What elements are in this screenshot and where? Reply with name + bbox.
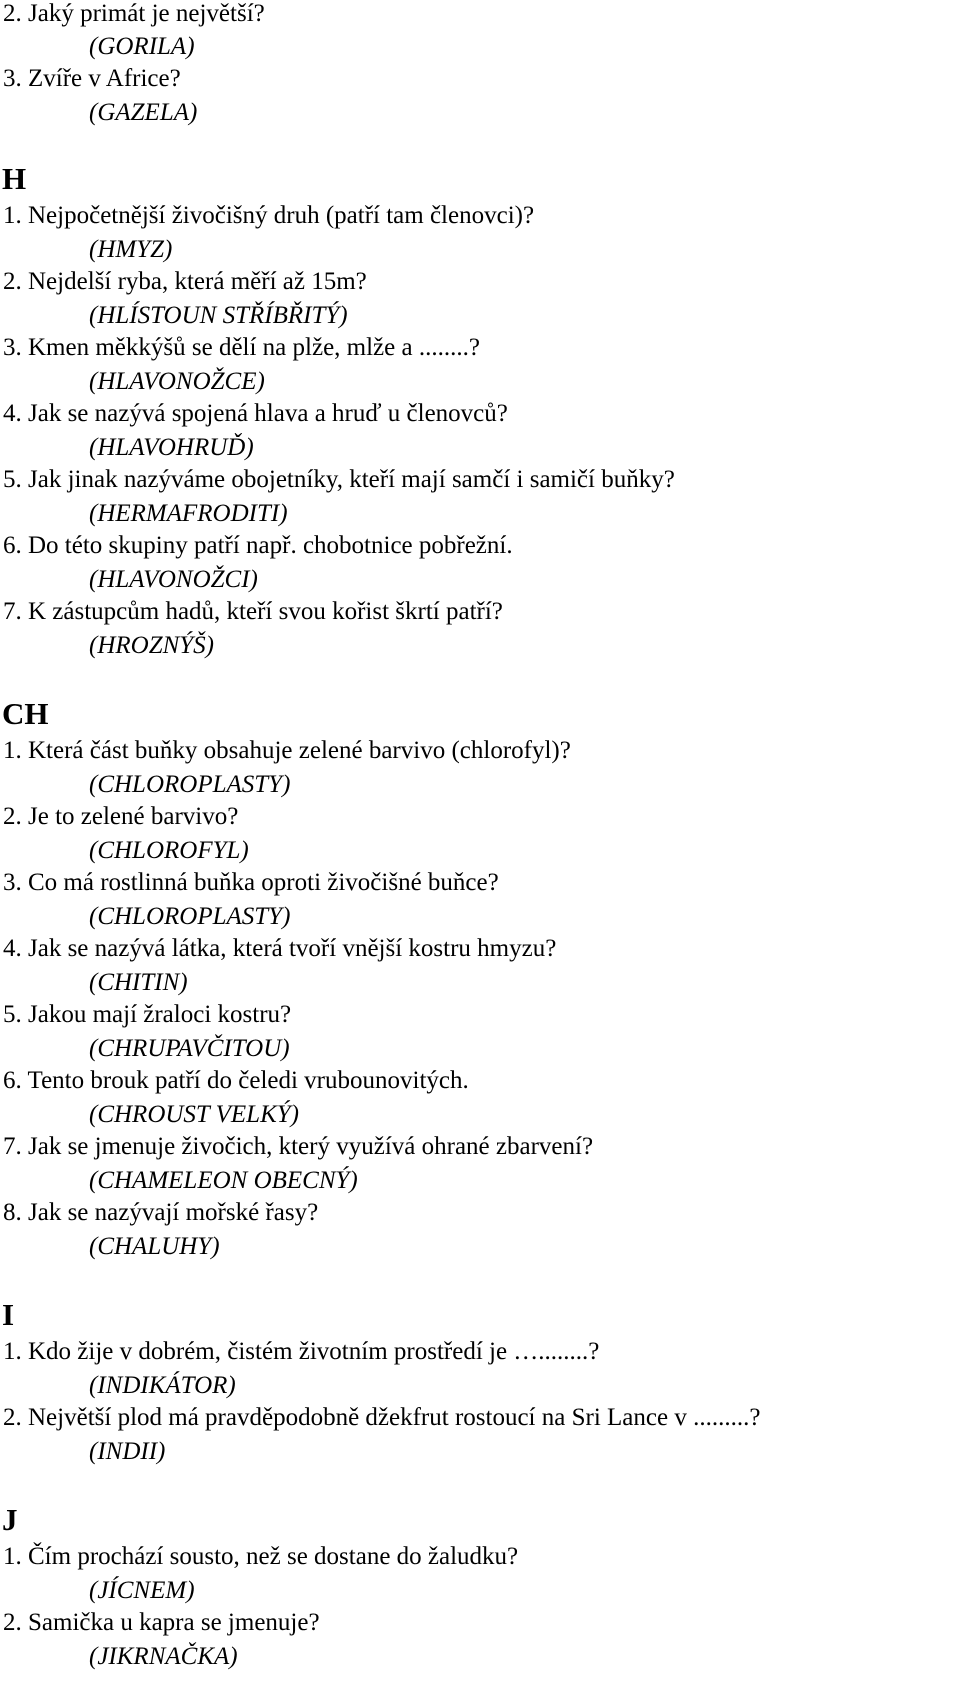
question-text: 8. Jak se nazývají mořské řasy? xyxy=(3,1199,319,1226)
answer-text: (CHAMELEON OBECNÝ) xyxy=(89,1167,358,1194)
answer-text: (CHLOROPLASTY) xyxy=(89,771,291,798)
answer-text: (CHITIN) xyxy=(89,969,188,996)
question-text: 6. Tento brouk patří do čeledi vrubounovitých. xyxy=(3,1067,469,1094)
question-text: 7. K zástupcům hadů, kteří svou kořist škrtí patří? xyxy=(3,598,503,625)
answer-text: (HERMAFRODITI) xyxy=(89,500,288,527)
answer-text: (INDIKÁTOR) xyxy=(89,1372,236,1399)
question-text: 2. Jaký primát je největší? xyxy=(3,0,265,27)
answer-text: (CHROUST VELKÝ) xyxy=(89,1101,299,1128)
answer-text: (HROZNÝŠ) xyxy=(89,632,215,659)
question-text: 7. Jak se jmenuje živočich, který využívá ohrané zbarvení? xyxy=(3,1133,594,1160)
question-text: 5. Jakou mají žraloci kostru? xyxy=(3,1001,292,1028)
answer-text: (HLAVOHRUĎ) xyxy=(89,434,254,461)
answer-text: (JÍCNEM) xyxy=(89,1577,195,1604)
section-heading: CH xyxy=(2,696,49,731)
question-text: 1. Čím prochází sousto, než se dostane do žaludku? xyxy=(3,1543,519,1570)
section-heading: J xyxy=(2,1502,18,1537)
question-text: 3. Co má rostlinná buňka oproti živočišné buňce? xyxy=(3,869,499,896)
question-text: 2. Největší plod má pravděpodobně džekfrut rostoucí na Sri Lance v .........? xyxy=(3,1404,761,1431)
question-text: 5. Jak jinak nazýváme obojetníky, kteří mají samčí i samičí buňky? xyxy=(3,466,675,493)
answer-text: (HLÍSTOUN STŘÍBŘITÝ) xyxy=(89,302,348,329)
question-text: 2. Je to zelené barvivo? xyxy=(3,803,239,830)
question-text: 1. Kdo žije v dobrém, čistém životním prostředí je …........? xyxy=(3,1338,600,1365)
answer-text: (CHRUPAVČITOU) xyxy=(89,1035,290,1062)
question-text: 1. Nejpočetnější živočišný druh (patří tam členovci)? xyxy=(3,202,535,229)
question-text: 3. Zvíře v Africe? xyxy=(3,65,181,92)
question-text: 4. Jak se nazývá látka, která tvoří vnější kostru hmyzu? xyxy=(3,935,557,962)
section-heading: I xyxy=(2,1297,15,1332)
question-text: 3. Kmen měkkýšů se dělí na plže, mlže a ........? xyxy=(3,334,480,361)
answer-text: (GORILA) xyxy=(89,33,195,60)
question-text: 1. Která část buňky obsahuje zelené barvivo (chlorofyl)? xyxy=(3,737,571,764)
answer-text: (HLAVONOŽCI) xyxy=(89,566,258,593)
question-text: 4. Jak se nazývá spojená hlava a hruď u členovců? xyxy=(3,400,508,427)
question-text: 2. Nejdelší ryba, která měří až 15m? xyxy=(3,268,367,295)
answer-text: (INDII) xyxy=(89,1438,166,1465)
answer-text: (CHLOROPLASTY) xyxy=(89,903,291,930)
answer-text: (JIKRNAČKA) xyxy=(89,1643,238,1670)
question-text: 2. Samička u kapra se jmenuje? xyxy=(3,1609,320,1636)
answer-text: (HLAVONOŽCE) xyxy=(89,368,265,395)
answer-text: (CHALUHY) xyxy=(89,1233,220,1260)
question-text: 6. Do této skupiny patří např. chobotnice pobřežní. xyxy=(3,532,513,559)
answer-text: (GAZELA) xyxy=(89,99,198,126)
answer-text: (CHLOROFYL) xyxy=(89,837,249,864)
answer-text: (HMYZ) xyxy=(89,236,173,263)
section-heading: H xyxy=(2,161,27,196)
